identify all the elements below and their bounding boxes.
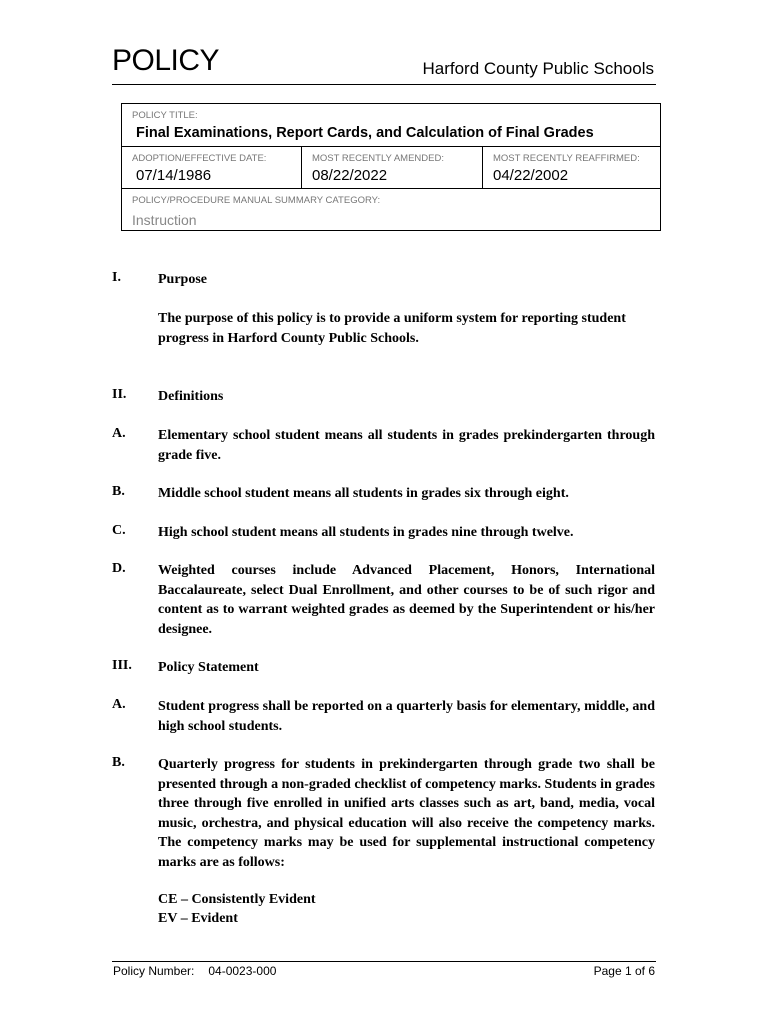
policy-title-label: POLICY TITLE: [132, 110, 198, 121]
category-value: Instruction [132, 212, 197, 228]
item-letter: B. [112, 484, 125, 499]
header-divider [112, 84, 656, 85]
adoption-date-cell [122, 147, 302, 188]
definition-weighted-courses: Weighted courses include Advanced Placement, Honors, International Baccalaureate, select Dual Enrollment, and other courses to be of such rigor and content as to warrant weighted grades as deemed by the Superintendent or his/her designee. [158, 563, 655, 637]
category-label: POLICY/PROCEDURE MANUAL SUMMARY CATEGORY: [132, 195, 381, 206]
footer-divider [112, 961, 656, 962]
section-heading-purpose: Purpose [158, 272, 207, 287]
page-indicator: Page 1 of 6 [593, 964, 655, 978]
policy-metadata-table [121, 103, 661, 231]
item-letter: D. [112, 561, 126, 576]
reaffirmed-date-label: MOST RECENTLY REAFFIRMED: [493, 153, 640, 164]
document-type-title: POLICY [112, 44, 220, 77]
policy-number [113, 964, 276, 978]
statement-competency-marks: Quarterly progress for students in prekindergarten through grade two shall be presented through a non-graded checklist of competency marks. Students in grades three through five enrolled in unified arts classes such as art, band, media, vocal music, orchestra, and physical education will also receive the competency marks. The competency marks may be used for supplemental instructional competency marks are as follows: [158, 757, 655, 870]
item-letter: A. [112, 426, 126, 441]
competency-mark-ev: EV – Evident [158, 911, 238, 926]
policy-title-value: Final Examinations, Report Cards, and Calculation of Final Grades [136, 125, 594, 141]
definition-middle: Middle school student means all students in grades six through eight. [158, 486, 569, 501]
adoption-date-value: 07/14/1986 [136, 167, 212, 184]
reaffirmed-date-cell [483, 147, 661, 188]
section-number: II. [112, 387, 127, 402]
section-heading-definitions: Definitions [158, 389, 224, 404]
section-heading-policy-statement: Policy Statement [158, 660, 259, 675]
amended-date-label: MOST RECENTLY AMENDED: [312, 153, 444, 164]
item-letter: A. [112, 697, 126, 712]
definition-elementary: Elementary school student means all students in grades prekindergarten through grade five. [158, 428, 655, 463]
item-letter: B. [112, 755, 125, 770]
policy-number-label: Policy Number: [113, 964, 195, 978]
definition-high: High school student means all students in grades nine through twelve. [158, 525, 574, 540]
competency-mark-ce: CE – Consistently Evident [158, 892, 316, 907]
reaffirmed-date-value: 04/22/2002 [493, 167, 569, 184]
item-letter: C. [112, 523, 126, 538]
amended-date-cell [302, 147, 483, 188]
section-number: I. [112, 270, 121, 285]
policy-title-row [122, 104, 660, 147]
dates-row [122, 147, 660, 189]
adoption-date-label: ADOPTION/EFFECTIVE DATE: [132, 153, 267, 164]
amended-date-value: 08/22/2022 [312, 167, 388, 184]
policy-number-value: 04-0023-000 [208, 964, 277, 978]
purpose-paragraph: The purpose of this policy is to provide a uniform system for reporting student progress in Harford County Public Schools. [158, 311, 626, 346]
section-number: III. [112, 658, 132, 673]
statement-quarterly-reporting: Student progress shall be reported on a quarterly basis for elementary, middle, and high school students. [158, 699, 655, 734]
organization-name: Harford County Public Schools [422, 59, 654, 78]
category-row [122, 189, 660, 231]
